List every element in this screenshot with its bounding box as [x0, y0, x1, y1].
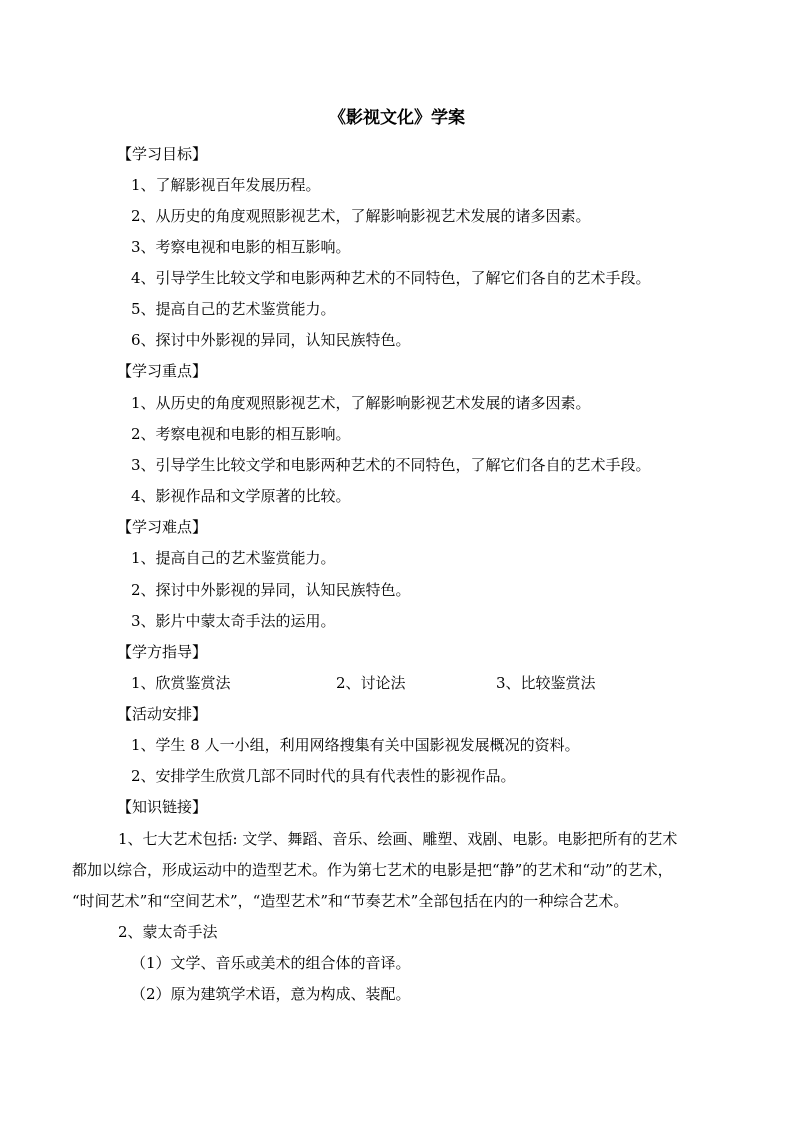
method-item: 2、讨论法 [336, 674, 406, 692]
key-point-item: 4、影视作品和文学原著的比较。 [131, 487, 351, 505]
knowledge-sub-item: （1）文学、音乐或美术的组合体的音译。 [131, 954, 411, 972]
key-point-item: 3、引导学生比较文学和电影两种艺术的不同特色，了解它们各自的艺术手段。 [131, 456, 651, 474]
goal-item: 4、引导学生比较文学和电影两种艺术的不同特色，了解它们各自的艺术手段。 [131, 269, 651, 287]
knowledge-item: 2、蒙太奇手法 [118, 923, 218, 941]
activity-item: 1、学生 8 人一小组，利用网络搜集有关中国影视发展概况的资料。 [131, 736, 580, 754]
methods-row [131, 673, 596, 693]
section-heading-goals: 【学习目标】 [117, 145, 208, 163]
knowledge-paragraph-line: 都加以综合，形成运动中的造型艺术。作为第七艺术的电影是把“静”的艺术和“动”的艺术， [72, 861, 673, 879]
section-heading-key-points: 【学习重点】 [117, 362, 208, 380]
section-heading-knowledge: 【知识链接】 [117, 798, 208, 816]
method-item: 3、比较鉴赏法 [496, 674, 596, 692]
section-heading-activities: 【活动安排】 [117, 705, 208, 723]
difficulty-item: 3、影片中蒙太奇手法的运用。 [131, 612, 336, 630]
section-heading-methods: 【学方指导】 [117, 643, 208, 661]
knowledge-paragraph-line: “时间艺术”和“空间艺术”，“造型艺术”和“节奏艺术”全部包括在内的一种综合艺术。 [72, 892, 629, 910]
goal-item: 3、考察电视和电影的相互影响。 [131, 238, 351, 256]
knowledge-sub-item: （2）原为建筑学术语，意为构成、装配。 [131, 985, 411, 1003]
goal-item: 5、提高自己的艺术鉴赏能力。 [131, 300, 336, 318]
section-heading-difficulties: 【学习难点】 [117, 518, 208, 536]
goal-item: 2、从历史的角度观照影视艺术，了解影响影视艺术发展的诸多因素。 [131, 207, 591, 225]
key-point-item: 1、从历史的角度观照影视艺术，了解影响影视艺术发展的诸多因素。 [131, 394, 591, 412]
difficulty-item: 1、提高自己的艺术鉴赏能力。 [131, 549, 336, 567]
key-point-item: 2、考察电视和电影的相互影响。 [131, 425, 351, 443]
goal-item: 1、了解影视百年发展历程。 [131, 176, 321, 194]
method-item: 1、欣赏鉴赏法 [131, 674, 231, 692]
knowledge-paragraph-line: 1、七大艺术包括: 文学、舞蹈、音乐、绘画、雕塑、戏剧、电影。电影把所有的艺术 [118, 830, 678, 848]
difficulty-item: 2、探讨中外影视的异同，认知民族特色。 [131, 581, 411, 599]
document-title: 《影视文化》学案 [329, 108, 465, 128]
goal-item: 6、探讨中外影视的异同，认知民族特色。 [131, 331, 411, 349]
activity-item: 2、安排学生欣赏几部不同时代的具有代表性的影视作品。 [131, 767, 516, 785]
